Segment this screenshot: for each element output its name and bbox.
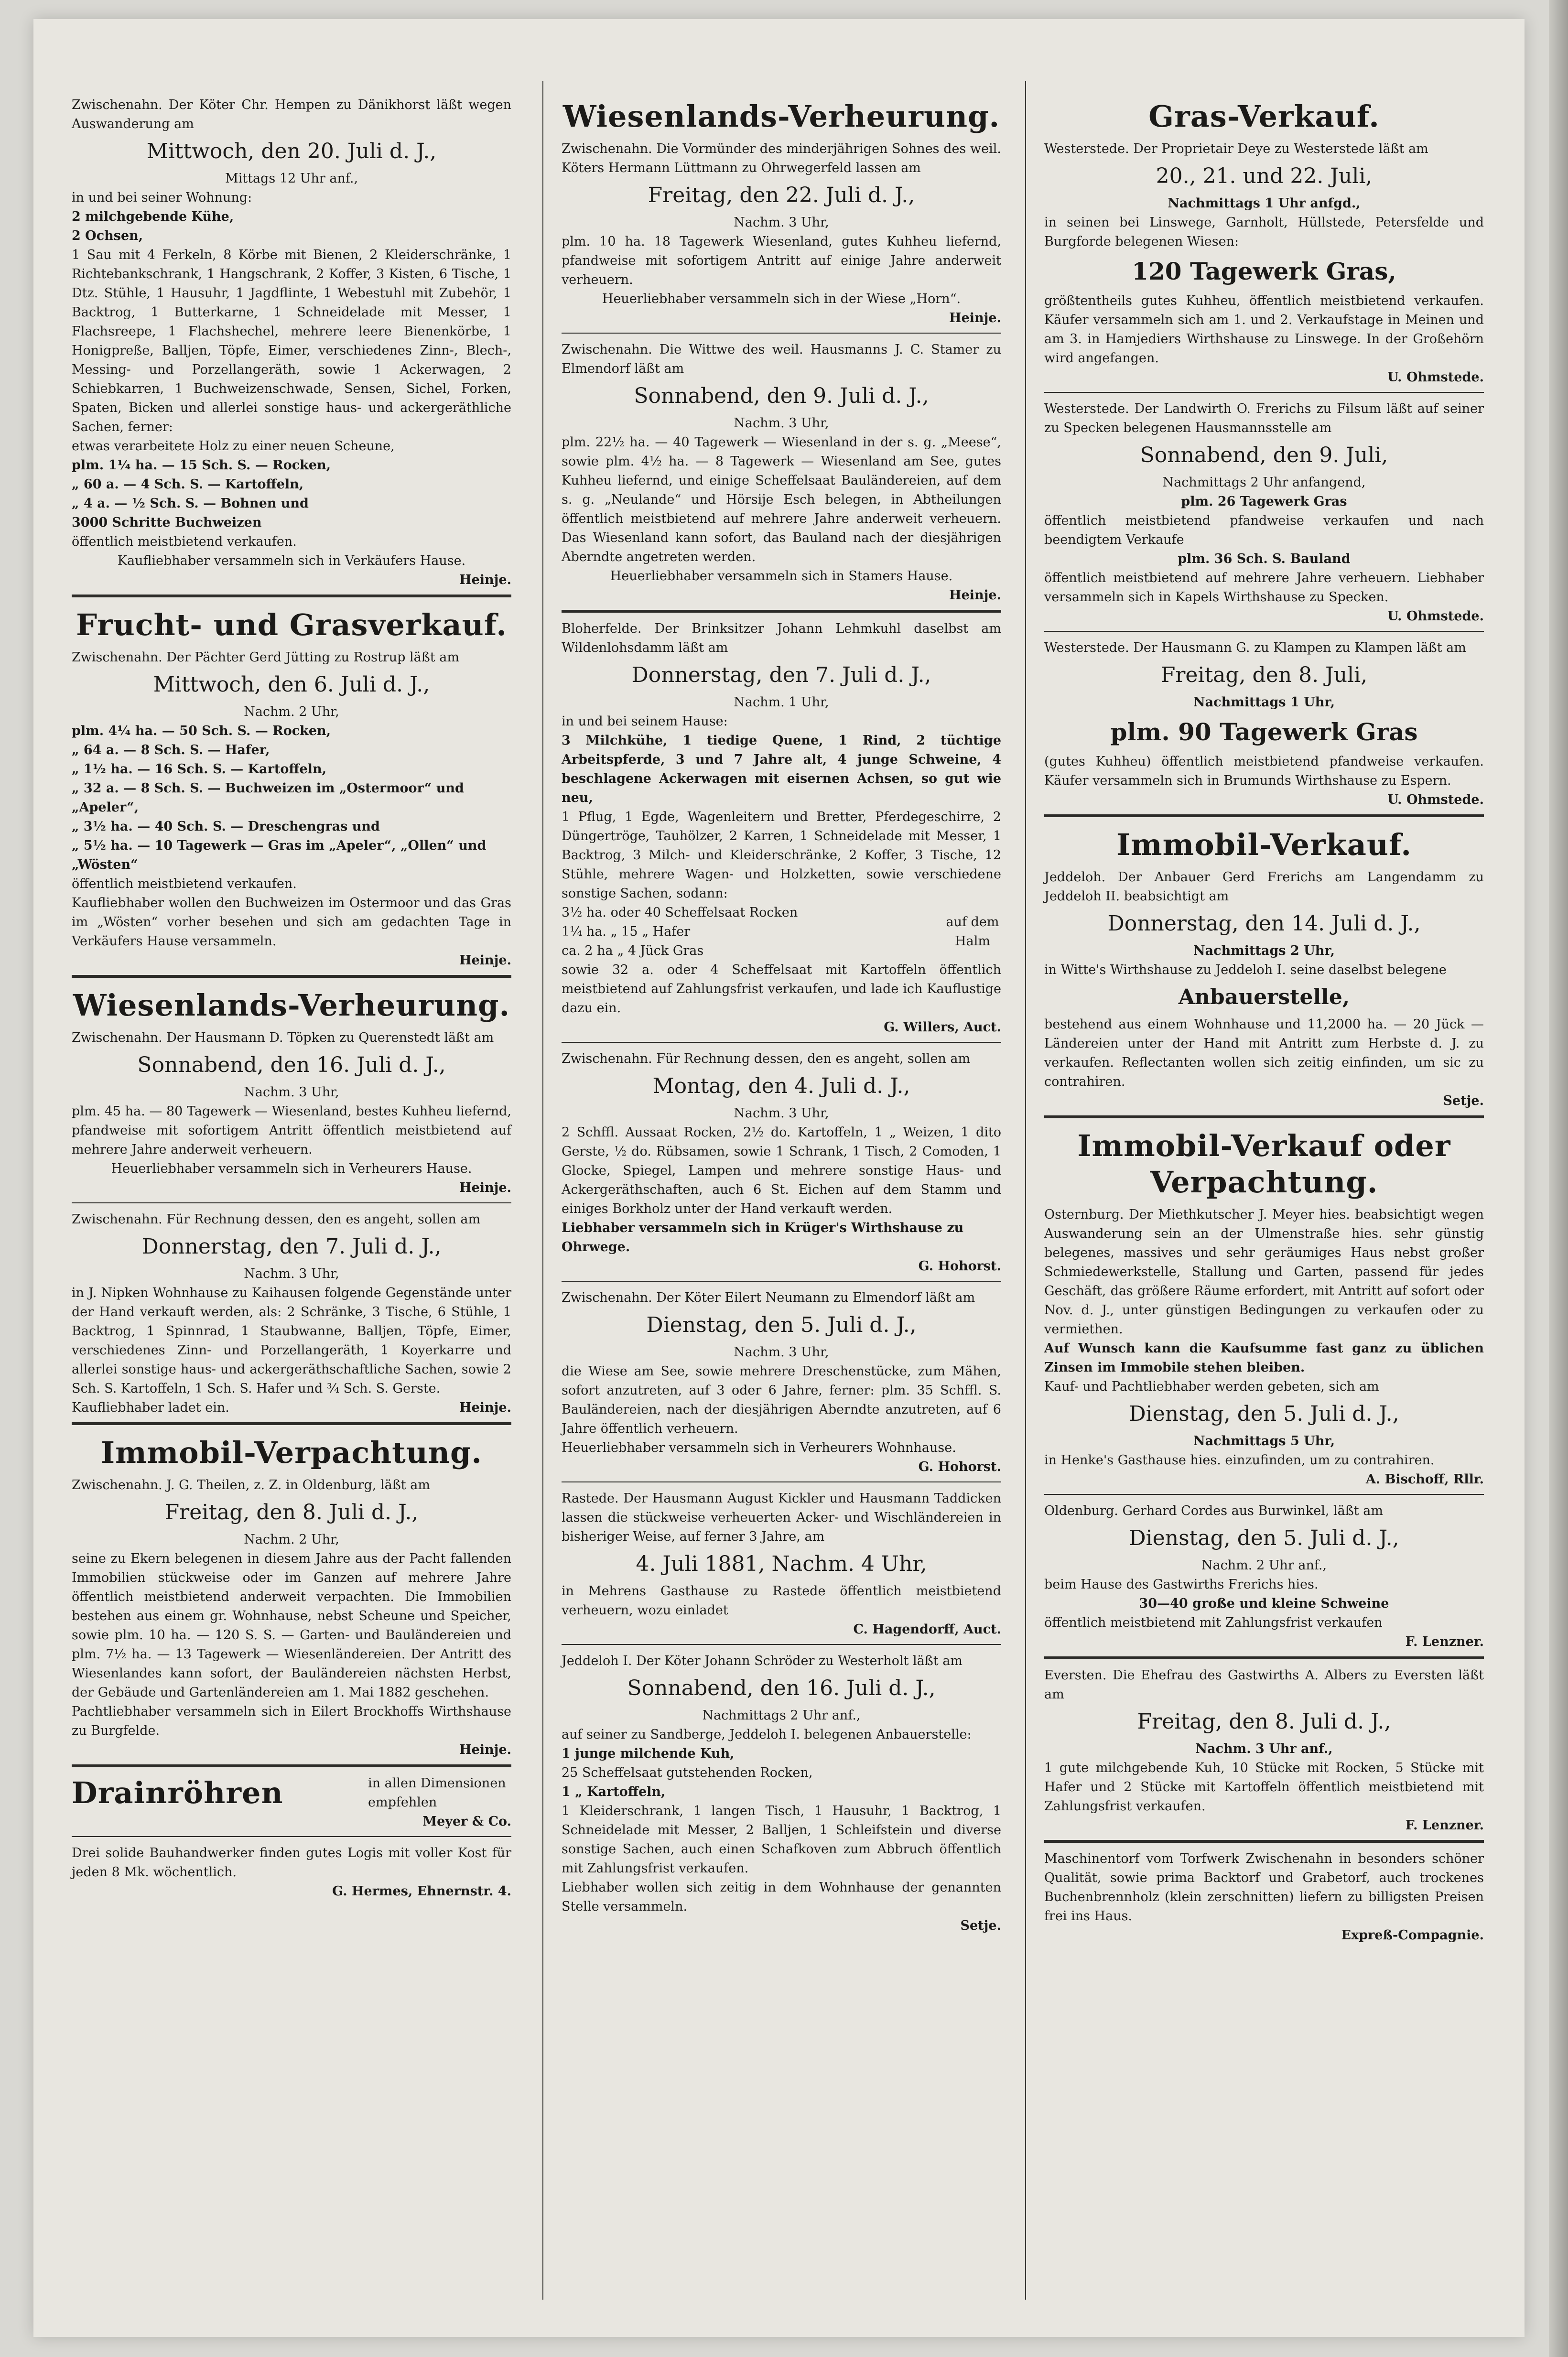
ad-subheading: Anbauerstelle, <box>1178 985 1350 1009</box>
ad-body: plm. 45 ha. — 80 Tagewerk — Wiesenland, bestes Kuhheu liefernd, pfandweise mit sofortigem Antritt öffentlich meistbietend auf mehrere Jahre anderweit verheuern. <box>72 1104 511 1157</box>
ad-date: Donnerstag, den 7. Juli d. J., <box>631 663 931 687</box>
ad-time: Nachmittags 5 Uhr, <box>1193 1434 1335 1449</box>
ad-signature: F. Lenzner. <box>1405 1818 1484 1833</box>
ad-highlight: 120 Tagewerk Gras, <box>1132 257 1396 285</box>
ad-intro: Rastede. Der Hausmann August Kickler und Hausmann Taddicken lassen die stückweise verheuerten Acker- und Wischländereien in bisheriger Weise, auf ferner 3 Jahre, am <box>562 1491 1001 1544</box>
ad-intro: Zwischenahn. Der Köter Chr. Hempen zu Dänikhorst läßt wegen Auswanderung am <box>72 97 511 131</box>
ad-hempen <box>72 96 511 590</box>
ad-signature: G. Hohorst. <box>918 1460 1001 1474</box>
ad-date: Sonnabend, den 16. Juli d. J., <box>137 1053 446 1077</box>
ad-body: in Witte's Wirthshause zu Jeddeloh I. seine daselbst belegene <box>1044 962 1447 977</box>
ad-highlight: plm. 90 Tagewerk Gras <box>1110 718 1418 746</box>
ad-hermes <box>72 1836 511 1901</box>
ad-row: „ 3½ ha. — 40 Sch. S. — Dreschengras und <box>72 819 380 834</box>
ad-intro: Jeddeloh. Der Anbauer Gerd Frerichs am Langendamm zu Jeddeloh II. beabsichtigt am <box>1044 870 1484 904</box>
ad-frerichs <box>1044 392 1484 626</box>
ad-date: Montag, den 4. Juli d. J., <box>652 1074 910 1098</box>
ad-row: „ 64 a. — 8 Sch. S. — Hafer, <box>72 743 270 757</box>
ad-body: öffentlich meistbietend mit Zahlungsfrist verkaufen <box>1044 1615 1383 1630</box>
ad-time: Nachmittags 1 Uhr anfgd., <box>1168 196 1361 211</box>
ad-time: Nachm. 2 Uhr, <box>244 1532 339 1547</box>
ad-body: plm. 10 ha. 18 Tagewerk Wiesenland, gutes Kuhheu liefernd, pfandweise mit sofortigem Antritt auf einige Jahre anderweit verheuern. <box>562 234 1001 287</box>
ad-intro: Zwischenahn. Die Vormünder des minderjährigen Sohnes des weil. Köters Hermann Lüttmann zu Ohrwegerfeld lassen am <box>562 141 1001 175</box>
ad-body: Drei solide Bauhandwerker finden gutes Logis mit voller Kost für jeden 8 Mk. wöchentlich. <box>72 1846 511 1880</box>
ad-date: Freitag, den 8. Juli, <box>1160 663 1368 687</box>
ad-intro: Eversten. Die Ehefrau des Gastwirths A. Albers zu Eversten läßt am <box>1044 1668 1484 1702</box>
ad-juetting <box>72 595 511 970</box>
ad-note: Heuerliebhaber versammeln sich in Stamers Hause. <box>610 569 953 584</box>
ad-time: Nachmittags 2 Uhr anfangend, <box>1162 475 1366 490</box>
ad-intro: Zwischenahn. J. G. Theilen, z. Z. in Oldenburg, läßt am <box>72 1478 430 1492</box>
ad-body: in seinen bei Linswege, Garnholt, Hüllstede, Petersfelde und Burgforde belegenen Wiesen: <box>1044 215 1484 249</box>
ad-signature: Heinje. <box>459 1742 511 1757</box>
ad-time: Nachm. 3 Uhr, <box>734 416 829 431</box>
ad-signature: U. Ohmstede. <box>1387 370 1484 385</box>
ad-body: in Henke's Gasthause hies. einzufinden, um zu contrahiren. <box>1044 1453 1435 1468</box>
ad-intro: Oldenburg. Gerhard Cordes aus Burwinkel, läßt am <box>1044 1503 1383 1518</box>
ad-time: Nachmittags 2 Uhr anf., <box>702 1708 861 1723</box>
ad-row: 3000 Schritte Buchweizen <box>72 515 262 530</box>
ad-signature: Heinje. <box>459 953 511 968</box>
ad-krueger <box>562 1042 1001 1276</box>
column-2 <box>562 96 1001 1940</box>
ad-row-note: auf dem Halm <box>946 915 999 949</box>
ad-body: Kauf- und Pachtliebhaber werden gebeten, sich am <box>1044 1379 1379 1394</box>
ad-intro: Westerstede. Der Landwirth O. Frerichs zu Filsum läßt auf seiner zu Specken belegenen Hausmannsstelle am <box>1044 401 1484 435</box>
ad-signature: C. Hagendorff, Auct. <box>853 1622 1001 1637</box>
ad-signature: Heinje. <box>949 311 1001 325</box>
ad-body: öffentlich meistbietend pfandweise verkaufen und nach beendigtem Verkaufe <box>1044 513 1484 547</box>
ad-date: Dienstag, den 5. Juli d. J., <box>1129 1402 1399 1426</box>
ad-place: in und bei seiner Wohnung: <box>72 190 252 205</box>
ad-body: plm. 22½ ha. — 40 Tagewerk — Wiesenland in der s. g. „Meese“, sowie plm. 4½ ha. — 8 Tagewerk — Wiesenland am See, gutes Kuhheu liefernd, und einige Scheffelsaat Bauländereien, auf dem s. g. „Neulande“ und Hörsije Esch belegen, in Abtheilungen öffentlich meistbietend auf mehrere Jahre anderweit verheuern. Das Wiesenland kann sofort, das Bauland nach der diesjährigen Aberndte angetreten werden. <box>562 435 1001 564</box>
ad-time: Nachm. 3 Uhr, <box>244 1085 339 1100</box>
ad-time: Nachm. 3 Uhr, <box>734 215 829 230</box>
ad-date: 4. Juli 1881, Nachm. 4 Uhr, <box>636 1552 927 1576</box>
ad-row: plm. 1¼ ha. — 15 Sch. S. — Rocken, <box>72 458 331 473</box>
ad-theilen <box>72 1422 511 1760</box>
ad-meyer <box>72 1764 511 1831</box>
ad-item: 1 junge milchende Kuh, <box>562 1746 735 1761</box>
ad-time: Nachm. 3 Uhr, <box>244 1266 339 1281</box>
ad-note: Kaufliebhaber versammeln sich in Verkäufers Hause. <box>117 553 466 568</box>
ad-signature: Heinje. <box>949 588 1001 603</box>
ad-albers <box>1044 1656 1484 1835</box>
ad-date: Donnerstag, den 14. Juli d. J., <box>1107 911 1421 936</box>
ad-time: Nachm. 3 Uhr, <box>734 1345 829 1360</box>
page-edge-shadow <box>1549 0 1568 2357</box>
ad-body: 1 gute milchgebende Kuh, 10 Stücke mit Rocken, 5 Stücke mit Hafer und 2 Stücke mit Kartoffeln öffentlich meistbietend mit Zahlungsfrist verkaufen. <box>1044 1761 1484 1814</box>
ad-body: in J. Nipken Wohnhause zu Kaihausen folgende Gegenstände unter der Hand verkauft werden, als: 2 Schränke, 3 Tische, 6 Stühle, 1 Backtrog, 1 Spinnrad, 1 Staubwanne, Balljen, Töpfe, Eimer, verschiedenes Zinn- und Porzellangeräth, 1 Koyerkarre und allerlei sonstige haus- und ackergeräthschaftliche Sachen, sowie 2 Sch. S. Kartoffeln, 1 Sch. S. Hafer und ¾ Sch. S. Gerste. <box>72 1286 511 1396</box>
ad-time: Nachm. 2 Uhr anf., <box>1201 1558 1327 1573</box>
ad-body: 1 Kleiderschrank, 1 langen Tisch, 1 Hausuhr, 1 Backtrog, 1 Schneidelade mit Messer, 2 Balljen, 1 Schleifstein und diverse sonstige Sachen, auch einen Schafkoven zum Abbruch öffentlich mit Zahlungsfrist verkaufen. <box>562 1804 1001 1876</box>
ad-signature: G. Hohorst. <box>918 1259 1001 1274</box>
ad-highlight: Auf Wunsch kann die Kaufsumme fast ganz zu üblichen Zinsen im Immobile stehen bleiben. <box>1044 1341 1484 1375</box>
ad-cordes <box>1044 1494 1484 1652</box>
ad-body: beim Hause des Gastwirths Frerichs hies. <box>1044 1577 1319 1592</box>
ad-date: Sonnabend, den 9. Juli, <box>1140 443 1388 467</box>
ad-intro: Bloherfelde. Der Brinksitzer Johann Lehmkuhl daselbst am Wildenlohsdamm läßt am <box>562 621 1001 655</box>
ad-lehmkuhl <box>562 610 1001 1037</box>
ad-heading: Immobil-Verkauf oder Verpachtung. <box>1077 1128 1451 1200</box>
ad-date: Dienstag, den 5. Juli d. J., <box>1129 1526 1399 1550</box>
ad-time: Nachm. 2 Uhr, <box>244 704 339 719</box>
ad-body: 1 Pflug, 1 Egde, Wagenleitern und Bretter, Pferdegeschirre, 2 Düngertröge, Tauhölzer, 2 Karren, 1 Schneidelade mit Messer, 1 Backtrog, 3 Milch- und Kleiderschränke, 2 Koffer, 3 Tische, 12 Stühle, mehrere Wagen- und Holzketten, sowie verschiedene sonstige Sachen, sodann: <box>562 810 1001 901</box>
ad-date: Sonnabend, den 16. Juli d. J., <box>627 1676 936 1700</box>
ad-time: Nachm. 3 Uhr anf., <box>1195 1741 1333 1756</box>
ad-signature: G. Willers, Auct. <box>884 1020 1001 1035</box>
ad-stamer <box>562 333 1001 605</box>
ad-signature: A. Bischoff, Rllr. <box>1365 1472 1484 1487</box>
ad-item: 25 Scheffelsaat gutstehenden Rocken, <box>562 1765 813 1780</box>
ad-date: Sonnabend, den 9. Juli d. J., <box>634 384 929 408</box>
ad-item: 1 „ Kartoffeln, <box>562 1784 666 1799</box>
ad-date: Mittwoch, den 6. Juli d. J., <box>153 672 430 697</box>
ad-intro: Zwischenahn. Der Köter Eilert Neumann zu Elmendorf läßt am <box>562 1290 975 1305</box>
ad-note: Liebhaber wollen sich zeitig in dem Wohnhause der genannten Stelle versammeln. <box>562 1880 1001 1914</box>
ad-signature: U. Ohmstede. <box>1387 609 1484 624</box>
ad-time: Nachmittags 2 Uhr, <box>1193 943 1335 958</box>
ad-row: „ 60 a. — 4 Sch. S. — Kartoffeln, <box>72 477 304 492</box>
ad-row: „ 4 a. — ½ Sch. S. — Bohnen und <box>72 496 309 511</box>
ad-date: Donnerstag, den 7. Juli d. J., <box>141 1234 442 1259</box>
ad-meyer-osternburg <box>1044 1115 1484 1489</box>
ad-body: sowie 32 a. oder 4 Scheffelsaat mit Kartoffeln öffentlich meistbietend auf Zahlungsfrist verkaufen, und lade ich Kauflustige dazu ein. <box>562 962 1001 1016</box>
ad-place: auf seiner zu Sandberge, Jeddeloh I. belegenen Anbauerstelle: <box>562 1727 972 1742</box>
ad-body: (gutes Kuhheu) öffentlich meistbietend pfandweise verkaufen. Käufer versammeln sich in Brumunds Wirthshause zu Espern. <box>1044 754 1484 788</box>
ad-schroeder <box>562 1644 1001 1935</box>
ad-heading: Drainröhren <box>72 1775 283 1810</box>
ad-toepken <box>72 975 511 1198</box>
ad-heading: Frucht- und Grasverkauf. <box>76 607 507 642</box>
ad-body: in Mehrens Gasthause zu Rastede öffentlich meistbietend verheuern, wozu einladet <box>562 1584 1001 1618</box>
ad-body: 2 Schffl. Aussaat Rocken, 2½ do. Kartoffeln, 1 „ Weizen, 1 dito Gerste, ½ do. Rübsamen, sowie 1 Schrank, 1 Tisch, 2 Comoden, 1 Glocke, Spiegel, Lampen und mehrere sonstige Haus- und Ackergeräthschaften, auch 6 St. Eichen auf dem Stamm und einiges Borkholz unter der Hand verkauft werden. <box>562 1125 1001 1216</box>
ad-note: Heuerliebhaber versammeln sich in Verheurers Wohnhause. <box>562 1440 956 1455</box>
ad-kickler <box>562 1481 1001 1639</box>
ad-heading: Immobil-Verkauf. <box>1116 827 1412 862</box>
ad-row: „ 32 a. — 8 Sch. S. — Buchweizen im „Ostermoor“ und „Apeler“, <box>72 781 464 815</box>
ad-signature: U. Ohmstede. <box>1387 792 1484 807</box>
ad-neumann <box>562 1281 1001 1477</box>
column-3 <box>1044 96 1484 1950</box>
column-divider <box>1025 81 1026 2300</box>
ad-row: 1¼ ha. „ 15 „ Hafer <box>562 924 691 939</box>
ad-note: Heuerliebhaber versammeln sich in Verheurers Hause. <box>111 1161 472 1176</box>
ad-heading: Wiesenlands-Verheurung. <box>562 99 1000 134</box>
ad-date: Freitag, den 8. Juli d. J., <box>164 1500 419 1524</box>
ad-body: etwas verarbeitete Holz zu einer neuen Scheune, <box>72 439 395 454</box>
ad-note: Heuerliebhaber versammeln sich in der Wiese „Horn“. <box>602 292 961 306</box>
ad-date: Mittwoch, den 20. Juli d. J., <box>146 139 437 163</box>
ad-signature: Heinje. <box>459 1400 511 1415</box>
ad-item: 2 milchgebende Kühe, <box>72 209 234 224</box>
ad-intro: Zwischenahn. Für Rechnung dessen, den es angeht, sollen am <box>72 1212 481 1227</box>
ad-time: Nachmittags 1 Uhr, <box>1193 695 1335 710</box>
ad-intro: Westerstede. Der Hausmann G. zu Klampen zu Klampen läßt am <box>1044 640 1466 655</box>
ad-time: Nachm. 1 Uhr, <box>734 695 829 710</box>
ad-torfwerk <box>1044 1840 1484 1945</box>
ad-signature: Heinje. <box>459 1180 511 1195</box>
ad-nipken <box>72 1202 511 1417</box>
ad-body: Maschinentorf vom Torfwerk Zwischenahn in besonders schöner Qualität, sowie prima Backtorf und Grabetorf, auch trockenes Buchenbrennholz (klein zerschnitten) liefern zu billigsten Preisen frei ins Haus. <box>1044 1851 1484 1924</box>
ad-note: Pachtliebhaber versammeln sich in Eilert Brockhoffs Wirthshause zu Burgfelde. <box>72 1704 511 1738</box>
ad-row: 3½ ha. oder 40 Scheffelsaat Rocken <box>562 905 798 920</box>
ad-heading: Wiesenlands-Verheurung. <box>73 988 510 1023</box>
ad-klampen <box>1044 631 1484 810</box>
ad-place: in und bei seinem Hause: <box>562 714 728 729</box>
ad-note: Liebhaber versammeln sich in Krüger's Wirthshause zu Ohrwege. <box>562 1221 964 1254</box>
ad-body: in allen Dimensionen empfehlen <box>368 1776 506 1810</box>
ad-body: seine zu Ekern belegenen in diesem Jahre aus der Pacht fallenden Immobilien stückweise oder im Ganzen auf mehrere Jahre öffentlich meistbietend anderweit verpachten. Die Immobilien bestehen aus einem gr. Wohnhause, nebst Scheune und Speicher, sowie plm. 10 ha. — 120 S. S. — Garten- und Bauländereien und plm. 7½ ha. — 13 Tagewerk — Wiesenländereien. Der Antritt des Wiesenlandes kann sofort, der Bauländereien nächsten Herbst, der Gebäude und Gartenländereien am 1. Mai 1882 geschehen. <box>72 1551 511 1700</box>
ad-intro: Westerstede. Der Proprietair Deye zu Westerstede läßt am <box>1044 141 1428 156</box>
ad-date: 20., 21. und 22. Juli, <box>1156 164 1373 188</box>
ad-date: Freitag, den 8. Juli d. J., <box>1137 1709 1391 1734</box>
ad-luettmann <box>562 98 1001 328</box>
ad-item: plm. 36 Sch. S. Bauland <box>1178 551 1351 566</box>
ad-signature: Setje. <box>1443 1093 1484 1108</box>
ad-heading: Immobil-Verpachtung. <box>101 1435 482 1470</box>
ad-gerd-frerichs <box>1044 814 1484 1111</box>
ad-signature: F. Lenzner. <box>1405 1634 1484 1649</box>
ad-item: 2 Ochsen, <box>72 228 143 243</box>
ad-body: größtentheils gutes Kuhheu, öffentlich meistbietend verkaufen. Käufer versammeln sich am 1. und 2. Verkaufstage in Meinen und am 3. in Hamjediers Wirthshause zu Linswege. In der Großehörn wird angefangen. <box>1044 293 1484 366</box>
ad-intro: Osternburg. Der Miethkutscher J. Meyer hies. beabsichtigt wegen Auswanderung sein an der Ulmenstraße hies. sehr günstig belegenes, massives und sehr geräumiges Haus nebst großer Schmiedewerkstelle, Stallung und Garten, passend für jedes Geschäft, das größere Räume erfordert, mit Antritt auf sofort oder Nov. d. J., unter günstigen Bedingungen zu verkaufen oder zu vermiethen. <box>1044 1207 1484 1337</box>
ad-body: öffentlich meistbietend verkaufen. <box>72 876 297 891</box>
ad-item: 3 Milchkühe, 1 tiedige Quene, 1 Rind, 2 tüchtige Arbeitspferde, 3 und 7 Jahre alt, 4 junge Schweine, 4 beschlagene Ackerwagen mit eisernen Achsen, so gut wie neu, <box>562 733 1001 805</box>
ad-row: ca. 2 ha „ 4 Jück Gras <box>562 943 704 958</box>
ad-signature: Heinje. <box>459 573 511 587</box>
ad-intro: Zwischenahn. Für Rechnung dessen, den es angeht, sollen am <box>562 1051 971 1066</box>
ad-signature: Expreß-Compagnie. <box>1341 1928 1484 1943</box>
ad-row: „ 5½ ha. — 10 Tagewerk — Gras im „Apeler“, „Ollen“ und „Wösten“ <box>72 838 487 872</box>
ad-deye <box>1044 98 1484 387</box>
ad-intro: Zwischenahn. Der Pächter Gerd Jütting zu Rostrup läßt am <box>72 650 459 665</box>
ad-body: 1 Sau mit 4 Ferkeln, 8 Körbe mit Bienen, 2 Kleiderschränke, 1 Richtebankschrank, 1 Hangschrank, 2 Koffer, 3 Kisten, 6 Tische, 1 Dtz. Stühle, 1 Hausuhr, 1 Jagdflinte, 1 Webestuhl mit Zubehör, 1 Backtrog, 1 Butterkarne, 1 Schneidelade mit Messer, 1 Flachsreepe, 1 Flachshechel, mehrere leere Bienenkörbe, 1 Honigpreße, Balljen, Töpfe, Eimer, verschiedenes Zinn-, Blech-, Messing- und Porzellangeräth, sowie 1 Ackerwagen, 2 Schiebkarren, 1 Buchweizenschwade, Sensen, Sichel, Forken, Spaten, Bicken und allerlei sonstige haus- und ackergeräthliche Sachen, ferner: <box>72 248 511 434</box>
column-divider <box>542 81 543 2300</box>
ad-time: Nachm. 3 Uhr, <box>734 1106 829 1121</box>
ad-intro: Jeddeloh I. Der Köter Johann Schröder zu Westerholt läßt am <box>562 1654 962 1668</box>
ad-signature: G. Hermes, Ehnernstr. 4. <box>332 1884 511 1899</box>
ad-highlight: 30—40 große und kleine Schweine <box>1139 1596 1389 1611</box>
ad-heading: Gras-Verkauf. <box>1148 99 1380 134</box>
ad-item: plm. 26 Tagewerk Gras <box>1181 494 1347 509</box>
ad-signature: Setje. <box>960 1918 1001 1933</box>
ad-note: Kaufliebhaber ladet ein. <box>72 1400 229 1415</box>
ad-signature: Meyer & Co. <box>422 1814 511 1829</box>
ad-body: Kaufliebhaber wollen den Buchweizen im Ostermoor und das Gras im „Wösten“ vorher besehen und sich am gedachten Tage in Verkäufers Hause versammeln. <box>72 896 511 949</box>
ad-date: Dienstag, den 5. Juli d. J., <box>646 1313 917 1337</box>
column-1 <box>72 96 511 1906</box>
ad-body: bestehend aus einem Wohnhause und 11,2000 ha. — 20 Jück — Ländereien unter der Hand mit Antritt zum Herbste d. J. zu verkaufen. Reflectanten wollen sich zeitig einfinden, um sic zu contrahiren. <box>1044 1017 1484 1089</box>
ad-date: Freitag, den 22. Juli d. J., <box>648 183 915 207</box>
ad-body: die Wiese am See, sowie mehrere Dreschenstücke, zum Mähen, sofort anzutreten, auf 3 oder 6 Jahre, ferner: plm. 35 Schffl. S. Bauländereien, nach der diesjährigen Aberndte anzutreten, auf 6 Jahre öffentlich verheuern. <box>562 1364 1001 1436</box>
ad-intro: Zwischenahn. Die Wittwe des weil. Hausmanns J. C. Stamer zu Elmendorf läßt am <box>562 342 1001 376</box>
ad-intro: Zwischenahn. Der Hausmann D. Töpken zu Querenstedt läßt am <box>72 1030 494 1045</box>
ad-time: Mittags 12 Uhr anf., <box>225 171 358 186</box>
ad-row: plm. 4¼ ha. — 50 Sch. S. — Rocken, <box>72 724 331 738</box>
ad-body: öffentlich meistbietend verkaufen. <box>72 534 297 549</box>
ad-body: öffentlich meistbietend auf mehrere Jahre verheuern. Liebhaber versammeln sich in Kapels Wirthshause zu Specken. <box>1044 571 1484 605</box>
ad-row: „ 1½ ha. — 16 Sch. S. — Kartoffeln, <box>72 762 326 777</box>
